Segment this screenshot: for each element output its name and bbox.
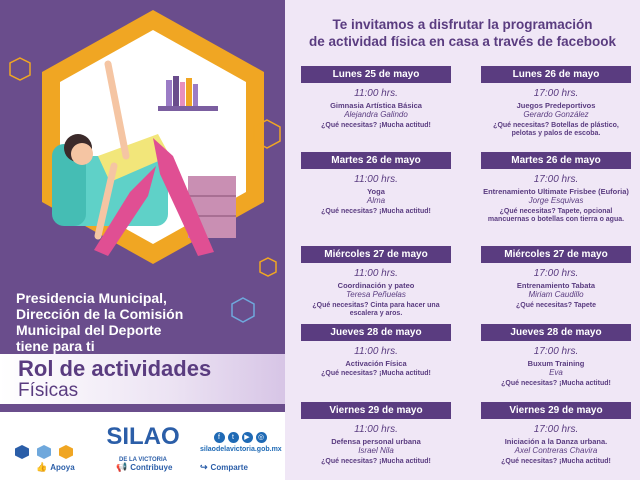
- activity-name: Buxum Training: [527, 359, 585, 368]
- schedule-entry: [301, 152, 451, 216]
- instructor-name: Alejandra Galindo: [344, 110, 408, 119]
- schedule-entry: [301, 246, 451, 318]
- schedule-panel: [285, 0, 640, 480]
- needs-text: ¿Qué necesitas? Botellas de plástico, pelotas y palos de escoba.: [493, 122, 619, 137]
- time-label: 11:00 hrs.: [354, 346, 398, 357]
- hexagon-illustration: [38, 6, 268, 268]
- activity-name: Defensa personal urbana: [331, 437, 421, 446]
- facebook-icon[interactable]: f: [214, 432, 225, 443]
- activity-name: Activación Física: [345, 359, 407, 368]
- megaphone-icon: 📢: [116, 462, 128, 472]
- org-line: Dirección de la Comisión: [16, 306, 184, 322]
- needs-text: ¿Qué necesitas? ¡Mucha actitud!: [501, 380, 611, 387]
- time-label: 11:00 hrs.: [354, 268, 398, 279]
- org-line: Municipal del Deporte: [16, 322, 162, 338]
- instructor-name: Gerardo González: [523, 110, 589, 119]
- hexagon-outline-icon: [252, 118, 282, 150]
- instructor-name: Israel Nila: [358, 446, 394, 455]
- silao-logo-mark-icon: [106, 418, 180, 452]
- youtube-icon[interactable]: ▶: [242, 432, 253, 443]
- day-label: Lunes 25 de mayo: [301, 66, 451, 83]
- schedule-entry: [481, 324, 631, 388]
- schedule-entry: [301, 66, 451, 130]
- instructor-name: Teresa Peñuelas: [346, 290, 406, 299]
- activity-name: Coordinación y pateo: [337, 281, 415, 290]
- time-label: 17:00 hrs.: [533, 268, 579, 279]
- needs-text: ¿Qué necesitas? Tapete: [515, 302, 596, 309]
- needs-text: ¿Qué necesitas? ¡Mucha actitud!: [501, 458, 611, 465]
- instructor-name: Axel Contreras Chavira: [514, 446, 598, 455]
- share-icon: ↪: [200, 462, 208, 472]
- activity-name: Yoga: [367, 187, 385, 196]
- poster-title: Rol de actividades: [18, 356, 212, 381]
- day-label: Jueves 28 de mayo: [301, 324, 451, 341]
- instructor-name: Eva: [549, 368, 563, 377]
- needs-text: ¿Qué necesitas? ¡Mucha actitud!: [321, 458, 431, 465]
- time-label: 17:00 hrs.: [533, 88, 579, 99]
- instructor-name: Miriam Caudillo: [528, 290, 584, 299]
- day-label: Viernes 29 de mayo: [301, 402, 451, 419]
- time-label: 11:00 hrs.: [354, 424, 398, 435]
- thumbs-up-icon: 👍: [36, 462, 48, 472]
- day-label: Miércoles 27 de mayo: [301, 246, 451, 263]
- org-line: tiene para ti: [16, 338, 95, 354]
- organization-text: [16, 290, 276, 354]
- twitter-icon[interactable]: t: [228, 432, 239, 443]
- needs-text: ¿Qué necesitas? ¡Mucha actitud!: [321, 208, 431, 215]
- share-action[interactable]: [200, 462, 248, 473]
- schedule-entry: [481, 402, 631, 466]
- time-label: 17:00 hrs.: [533, 346, 579, 357]
- support-action[interactable]: [36, 462, 75, 473]
- activity-name: Entrenamiento Tabata: [516, 281, 596, 290]
- activity-name: Gimnasia Artística Básica: [330, 101, 422, 110]
- time-label: 17:00 hrs.: [533, 174, 579, 185]
- needs-text: ¿Qué necesitas? ¡Mucha actitud!: [321, 122, 431, 129]
- hexagon-outline-icon: [258, 256, 278, 278]
- day-label: Viernes 29 de mayo: [481, 402, 631, 419]
- contribute-action[interactable]: [116, 462, 172, 473]
- header-line: Te invitamos a disfrutar la programación: [332, 17, 593, 32]
- needs-text: ¿Qué necesitas? Cinta para hacer una escalera y aros.: [312, 302, 440, 317]
- day-label: Jueves 28 de mayo: [481, 324, 631, 341]
- schedule-entry: [481, 66, 631, 138]
- time-label: 11:00 hrs.: [354, 88, 398, 99]
- logo-text: SILAO: [106, 423, 180, 450]
- contribute-label: Contribuye: [130, 463, 173, 472]
- logo-subtext: DE LA VICTORIA: [118, 457, 167, 463]
- time-label: 17:00 hrs.: [533, 424, 579, 435]
- day-label: Miércoles 27 de mayo: [481, 246, 631, 263]
- time-label: 11:00 hrs.: [354, 174, 398, 185]
- org-line: Presidencia Municipal,: [16, 290, 167, 306]
- schedule-entry: [481, 246, 631, 310]
- left-panel: [0, 0, 285, 480]
- hexagon-dots-icon: [14, 444, 84, 460]
- schedule-entry: [301, 402, 451, 466]
- poster-subtitle: Físicas: [18, 380, 79, 401]
- needs-text: ¿Qué necesitas? Tapete, opcional mancuernas o botellas con tierra o agua.: [487, 208, 625, 223]
- activity-name: Juegos Predeportivos: [516, 101, 596, 110]
- header-line: de actividad física en casa a través de facebook: [309, 34, 616, 49]
- silao-logo: [106, 418, 180, 468]
- day-label: Martes 26 de mayo: [301, 152, 451, 169]
- instructor-name: Alma: [366, 196, 386, 205]
- hexagon-outline-icon: [8, 56, 32, 82]
- day-label: Martes 26 de mayo: [481, 152, 631, 169]
- social-links: [200, 432, 280, 453]
- poster-illustration-area: [0, 0, 285, 412]
- needs-text: ¿Qué necesitas? ¡Mucha actitud!: [321, 370, 431, 377]
- instagram-icon[interactable]: ◎: [256, 432, 267, 443]
- share-label: Comparte: [210, 463, 248, 472]
- schedule-header: [285, 16, 640, 50]
- website-link[interactable]: silaodelavictoria.gob.mx: [200, 446, 282, 453]
- day-label: Lunes 26 de mayo: [481, 66, 631, 83]
- schedule-entry: [481, 152, 631, 224]
- activity-name: Iniciación a la Danza urbana.: [504, 437, 608, 446]
- activity-name: Entrenamiento Ultimate Frisbee (Euforia): [483, 187, 629, 196]
- schedule-entry: [301, 324, 451, 378]
- support-label: Apoya: [50, 463, 75, 472]
- instructor-name: Jorge Esquivas: [528, 196, 584, 205]
